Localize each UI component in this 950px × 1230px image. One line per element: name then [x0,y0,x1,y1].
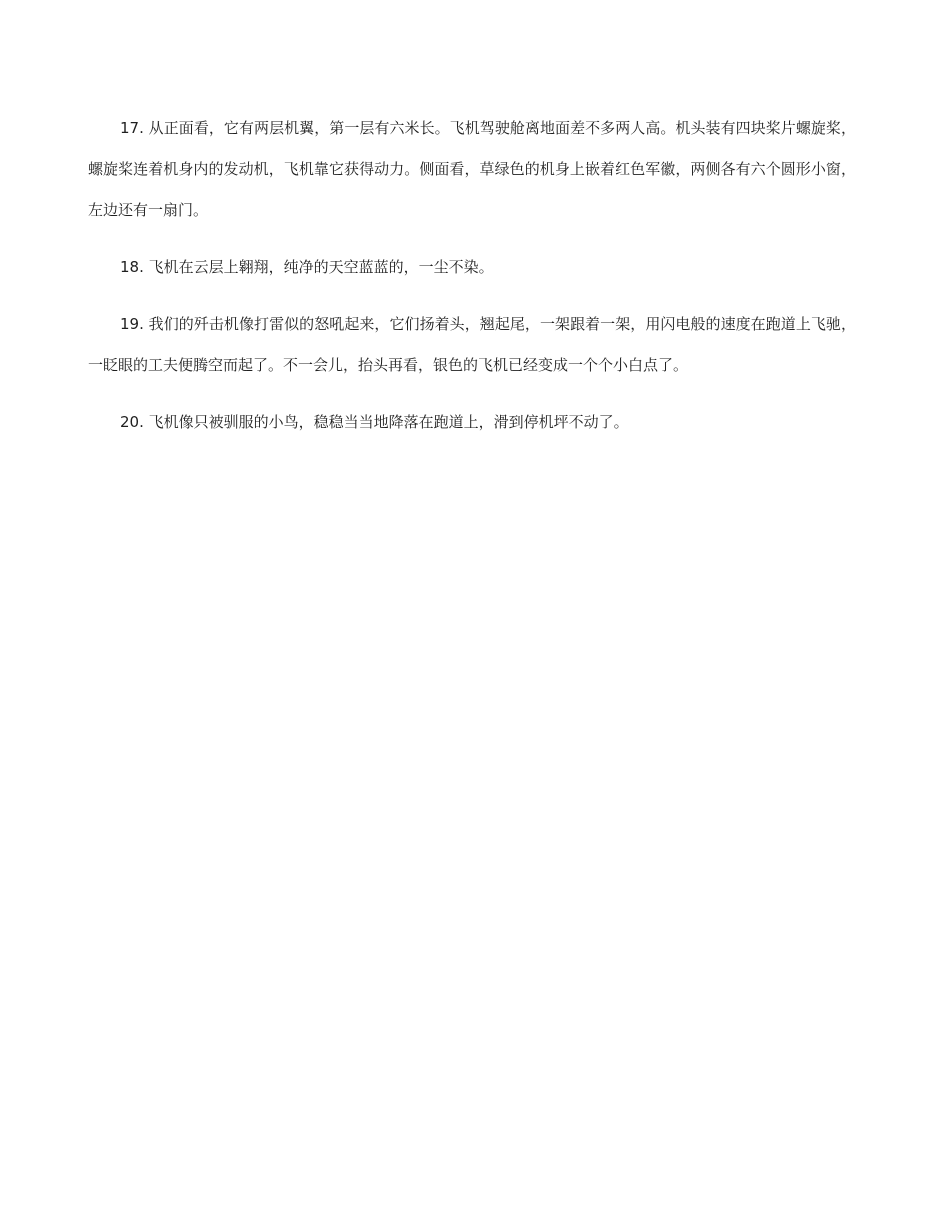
paragraph-18: 18. 飞机在云层上翱翔，纯净的天空蓝蓝的，一尘不染。 [120,258,494,276]
paragraph-20: 20. 飞机像只被驯服的小鸟，稳稳当当地降落在跑道上，滑到停机坪不动了。 [120,413,629,431]
document-body [88,108,856,459]
paragraph-19: 19. 我们的歼击机像打雷似的怒吼起来，它们扬着头，翘起尾，一架跟着一架，用闪电般的速度在跑道上飞驰，一眨眼的工夫便腾空而起了。不一会儿，抬头再看，银色的飞机已经变成一个个小白点了。 [88,315,856,374]
paragraph-17: 17. 从正面看，它有两层机翼，第一层有六米长。飞机驾驶舱离地面差不多两人高。机头装有四块桨片螺旋桨，螺旋桨连着机身内的发动机，飞机靠它获得动力。侧面看，草绿色的机身上嵌着红色军徽，两侧各有六个圆形小窗，左边还有一扇门。 [88,119,856,219]
